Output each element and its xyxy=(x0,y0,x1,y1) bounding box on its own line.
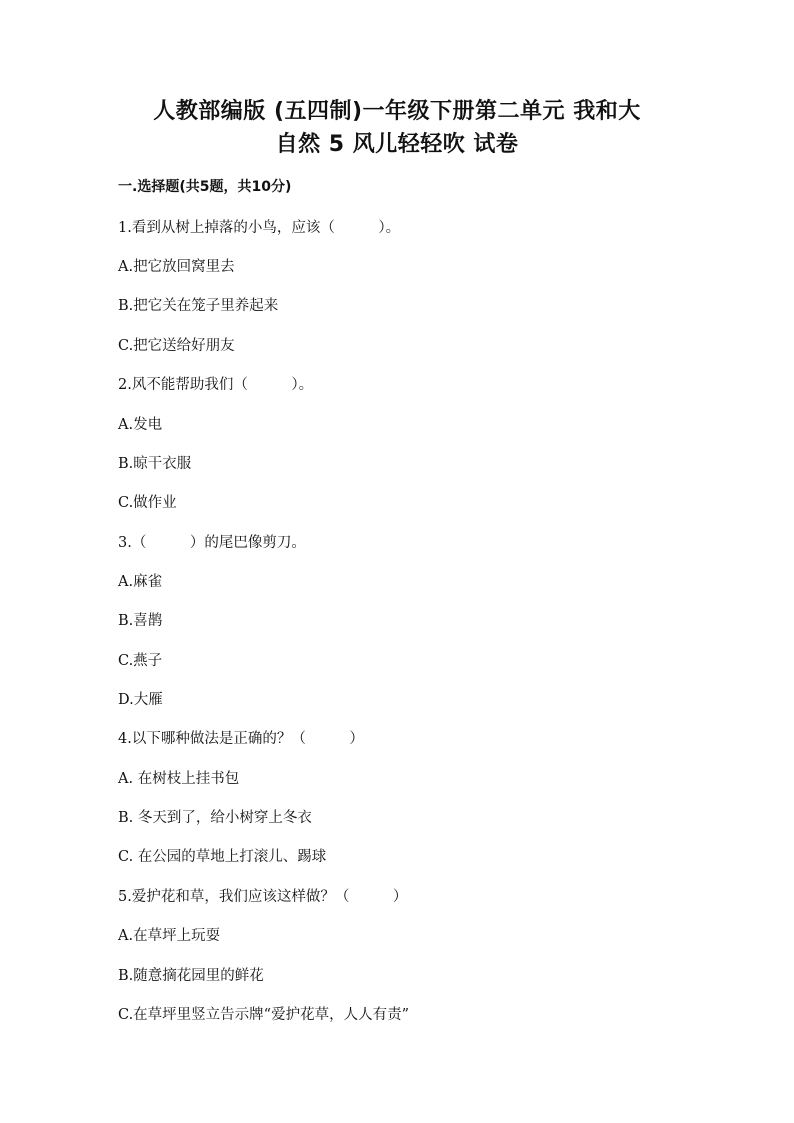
question-3-option-d: D.大雁 xyxy=(118,692,163,708)
question-3-stem: 3.（ ）的尾巴像剪刀。 xyxy=(118,535,306,551)
question-5-stem: 5.爱护花和草，我们应该这样做？（ ） xyxy=(118,889,408,905)
question-4-stem: 4.以下哪种做法是正确的？（ ） xyxy=(118,731,364,747)
question-1-stem: 1.看到从树上掉落的小鸟，应该（ ）。 xyxy=(118,220,401,236)
question-5-option-b: B.随意摘花园里的鲜花 xyxy=(118,968,264,984)
question-1-option-a: A.把它放回窝里去 xyxy=(118,259,235,275)
document-title-line-1: 人教部编版 (五四制)一年级下册第二单元 我和大 xyxy=(153,99,641,124)
question-4-option-b: B. 冬天到了，给小树穿上冬衣 xyxy=(118,810,312,826)
question-2-option-c: C.做作业 xyxy=(118,495,177,511)
question-4-option-a: A. 在树枝上挂书包 xyxy=(118,771,240,787)
question-5-option-a: A.在草坪上玩耍 xyxy=(118,928,221,944)
question-2-option-b: B.晾干衣服 xyxy=(118,456,192,472)
question-2-option-a: A.发电 xyxy=(118,417,163,433)
document-title-line-2: 自然 5 风儿轻轻吹 试卷 xyxy=(275,132,519,157)
question-1-option-c: C.把它送给好朋友 xyxy=(118,338,235,354)
question-2-stem: 2.风不能帮助我们（ ）。 xyxy=(118,377,314,393)
question-5-option-c: C.在草坪里竖立告示牌“爱护花草，人人有责” xyxy=(118,1007,410,1023)
question-3-option-a: A.麻雀 xyxy=(118,574,163,590)
question-1-option-b: B.把它关在笼子里养起来 xyxy=(118,298,279,314)
section-heading: 一.选择题(共5题，共10分) xyxy=(118,179,292,195)
question-4-option-c: C. 在公园的草地上打滚儿、踢球 xyxy=(118,849,327,865)
question-3-option-b: B.喜鹊 xyxy=(118,613,163,629)
question-3-option-c: C.燕子 xyxy=(118,653,163,669)
